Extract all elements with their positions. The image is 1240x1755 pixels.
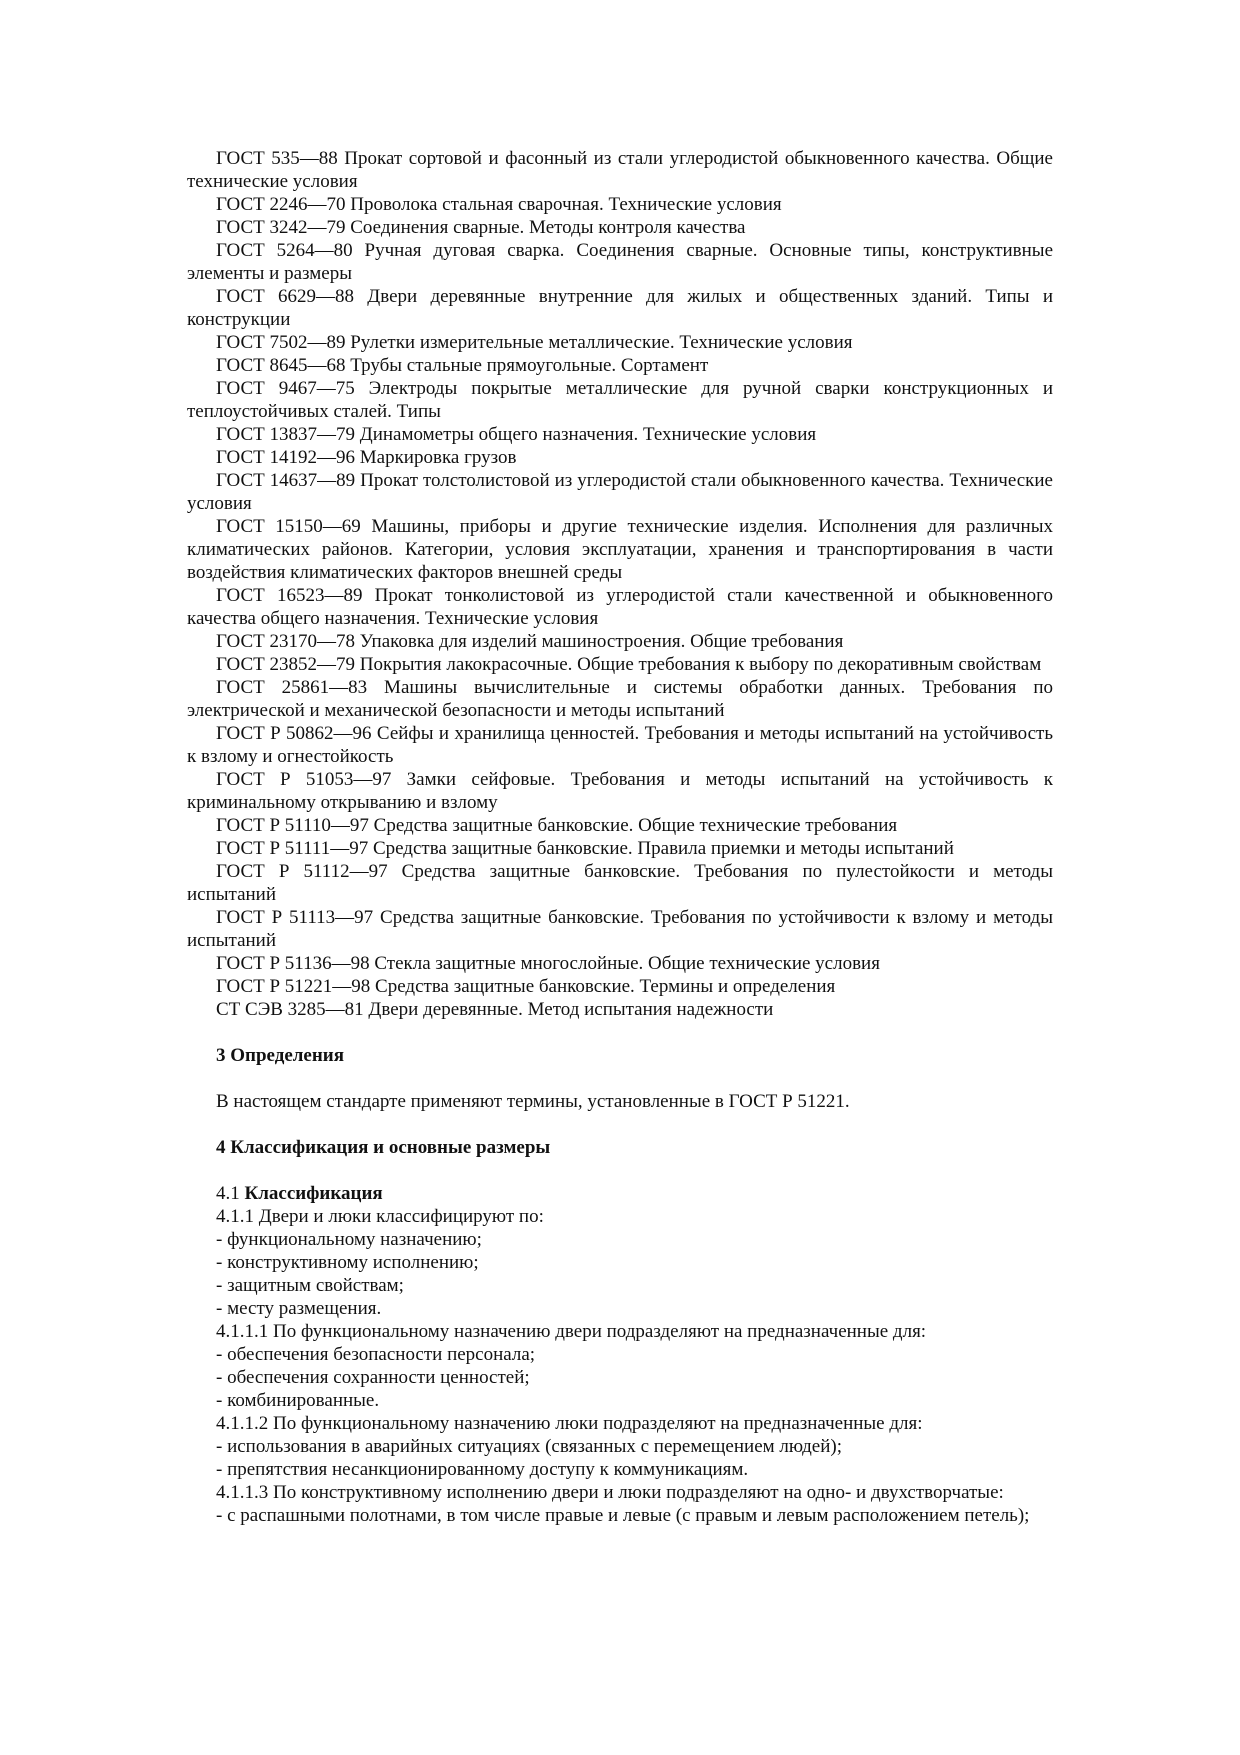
standard-ref: ГОСТ 535—88 Прокат сортовой и фасонный из стали углеродистой обыкновенного качества. Общие технические условия	[187, 148, 1053, 192]
standard-ref: ГОСТ 25861—83 Машины вычислительные и системы обработки данных. Требования по электрической и механической безопасности и методы испытаний	[187, 677, 1053, 721]
spacer	[187, 1113, 1053, 1136]
list-item: - с распашными полотнами, в том числе правые и левые (с правым и левым расположением петель);	[216, 1505, 1030, 1526]
standard-ref: ГОСТ 23170—78 Упаковка для изделий машиностроения. Общие требования	[216, 631, 844, 652]
standard-ref: ГОСТ Р 51136—98 Стекла защитные многослойные. Общие технические условия	[216, 953, 880, 974]
spacer	[187, 1159, 1053, 1182]
standard-ref: ГОСТ Р 51113—97 Средства защитные банковские. Требования по устойчивости к взлому и методы испытаний	[187, 907, 1053, 951]
spacer	[187, 1067, 1053, 1090]
subsection-4-1-heading	[187, 1182, 1053, 1205]
standard-ref: ГОСТ 23852—79 Покрытия лакокрасочные. Общие требования к выбору по декоративным свойствам	[216, 654, 1042, 675]
section-4-heading: 4 Классификация и основные размеры	[216, 1137, 551, 1158]
standard-ref: ГОСТ Р 51221—98 Средства защитные банковские. Термины и определения	[216, 976, 836, 997]
list-item: - функциональному назначению;	[216, 1229, 482, 1250]
standard-ref: ГОСТ 2246—70 Проволока стальная сварочная. Технические условия	[216, 194, 782, 215]
list-item: - защитным свойствам;	[216, 1275, 404, 1296]
subsection-number: 4.1	[216, 1183, 245, 1204]
list-item: - месту размещения.	[216, 1298, 382, 1319]
standard-ref: ГОСТ Р 51111—97 Средства защитные банковские. Правила приемки и методы испытаний	[216, 838, 954, 859]
standard-ref: ГОСТ Р 51110—97 Средства защитные банковские. Общие технические требования	[216, 815, 898, 836]
standard-ref: ГОСТ 13837—79 Динамометры общего назначения. Технические условия	[216, 424, 817, 445]
list-item: - использования в аварийных ситуациях (связанных с перемещением людей);	[216, 1436, 842, 1457]
paragraph: 4.1.1.3 По конструктивному исполнению двери и люки подразделяют на одно- и двухстворчатые:	[216, 1482, 1004, 1503]
section-3-text: В настоящем стандарте применяют термины, установленные в ГОСТ Р 51221.	[216, 1091, 850, 1112]
document-page	[187, 147, 1053, 1527]
standard-ref: ГОСТ 7502—89 Рулетки измерительные металлические. Технические условия	[216, 332, 853, 353]
standard-ref: ГОСТ Р 51053—97 Замки сейфовые. Требования и методы испытаний на устойчивость к криминальному открыванию и взлому	[187, 769, 1053, 813]
list-item: - обеспечения сохранности ценностей;	[216, 1367, 530, 1388]
paragraph: 4.1.1 Двери и люки классифицируют по:	[216, 1206, 544, 1227]
list-item: - препятствия несанкционированному доступу к коммуникациям.	[216, 1459, 749, 1480]
standard-ref: ГОСТ Р 51112—97 Средства защитные банковские. Требования по пулестойкости и методы испытаний	[187, 861, 1053, 905]
paragraph: 4.1.1.1 По функциональному назначению двери подразделяют на предназначенные для:	[216, 1321, 927, 1342]
standard-ref: ГОСТ 14637—89 Прокат толстолистовой из углеродистой стали обыкновенного качества. Технические условия	[187, 470, 1053, 514]
section-3-heading: 3 Определения	[216, 1045, 345, 1066]
list-item: - комбинированные.	[216, 1390, 380, 1411]
list-item: - обеспечения безопасности персонала;	[216, 1344, 536, 1365]
standard-ref: ГОСТ 6629—88 Двери деревянные внутренние для жилых и общественных зданий. Типы и конструкции	[187, 286, 1053, 330]
standard-ref: ГОСТ 16523—89 Прокат тонколистовой из углеродистой стали качественной и обыкновенного качества общего назначения. Технические условия	[187, 585, 1053, 629]
subsection-title: Классификация	[244, 1183, 383, 1204]
standard-ref: ГОСТ 14192—96 Маркировка грузов	[216, 447, 517, 468]
standard-ref: ГОСТ 3242—79 Соединения сварные. Методы контроля качества	[216, 217, 746, 238]
standard-ref: ГОСТ 5264—80 Ручная дуговая сварка. Соединения сварные. Основные типы, конструктивные элементы и размеры	[187, 240, 1053, 284]
standard-ref: ГОСТ 9467—75 Электроды покрытые металлические для ручной сварки конструкционных и теплоустойчивых сталей. Типы	[187, 378, 1053, 422]
standard-ref: ГОСТ Р 50862—96 Сейфы и хранилища ценностей. Требования и методы испытаний на устойчивость к взлому и огнестойкость	[187, 723, 1053, 767]
standard-ref: СТ СЭВ 3285—81 Двери деревянные. Метод испытания надежности	[216, 999, 774, 1020]
standards-list	[187, 147, 1053, 1021]
list-item: - конструктивному исполнению;	[216, 1252, 479, 1273]
paragraph: 4.1.1.2 По функциональному назначению люки подразделяют на предназначенные для:	[216, 1413, 923, 1434]
standard-ref: ГОСТ 15150—69 Машины, приборы и другие технические изделия. Исполнения для различных климатических районов. Категории, условия эксплуатации, хранения и транспортирования в части воздействия климатических факторов внешней среды	[187, 516, 1053, 583]
standard-ref: ГОСТ 8645—68 Трубы стальные прямоугольные. Сортамент	[216, 355, 709, 376]
spacer	[187, 1021, 1053, 1044]
section-4-body	[187, 1205, 1053, 1527]
